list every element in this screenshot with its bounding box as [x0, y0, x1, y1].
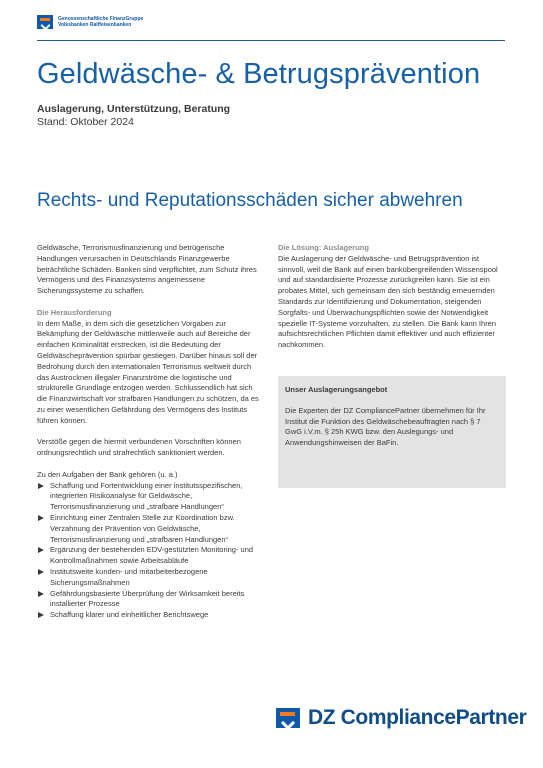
section-title: Rechts- und Reputationsschäden sicher abwehren: [37, 190, 463, 211]
bullet-triangle-icon: [38, 515, 44, 521]
page-title: Geldwäsche- & Betrugsprävention: [37, 58, 481, 90]
solution-heading: Die Lösung: Auslagerung: [278, 243, 369, 252]
list-item: Ergänzung der bestehenden EDV-gestützten Monitoring- und Kontrollmaßnahmen sowie Arbeitsabläufe: [37, 545, 263, 567]
bullet-triangle-icon: [38, 612, 44, 618]
org-name-line2: Volksbanken Raiffeisenbanken: [58, 22, 132, 28]
intro-paragraph: Geldwäsche, Terrorismusfinanzierung und betrügerische Handlungen verursachen in Deutschlands Finanzgewerbe beträchtliche Schäden. Banken sind verpflichtet, zum Schutz ihres Vermögens und des Finanzsystems angemessene Sicherungssysteme zu schaffen.: [37, 243, 257, 296]
date-stand: Stand: Oktober 2024: [37, 116, 134, 128]
bullet-triangle-icon: [38, 569, 44, 575]
list-item: Gefährdungsbasierte Überprüfung der Wirksamkeit bereits installierter Prozesse: [37, 589, 263, 611]
org-name-line1: Genossenschaftliche FinanzGruppe: [58, 16, 144, 22]
violations-paragraph: Verstöße gegen die hiermit verbundenen Vorschriften können ordnungsrechtlich und strafrechtlich sanktioniert werden.: [37, 437, 241, 458]
list-item: Einrichtung einer Zentralen Stelle zur Koordination bzw. Verzahnung der Prävention von Geldwäsche, Terrorismusfinanzierung und „strafbaren Handlungen“: [37, 513, 263, 545]
footer-logo: [276, 706, 526, 730]
right-column: [278, 243, 506, 351]
list-item: Schaffung und Fortentwicklung einer institutsspezifischen, integrierten Risikoanalyse für Geldwäsche, Terrorismusfinanzierung und „strafbare Handlungen“: [37, 481, 263, 513]
offer-box: [278, 376, 506, 488]
header-logo: [37, 15, 143, 29]
challenge-paragraph: In dem Maße, in dem sich die gesetzlichen Vorgaben zur Bekämpfung der Geldwäsche mittlerweile auch auf Bereiche der einfachen Kriminalität erstrecken, ist die Bedeutung der Geldwäscheprävention spürbar gestiegen. Darüber hinaus soll der Bedrohung durch den internationalen Terrorismus weltweit durch das Austrocknen illegaler Finanzströme die logistische und strukturelle Grundlage entzogen werden. Schlussendlich hat sich die Finanzwirtschaft vor strafbaren Handlungen zu schützen, da es zu einer wesentlichen Gefährdung des Vermögens des Instituts führen können.: [37, 318, 259, 425]
challenge-heading: Die Herausforderung: [37, 307, 112, 317]
offer-box-text: Die Experten der DZ CompliancePartner übernehmen für Ihr Institut die Funktion des Geldwäschebeauftragten nach § 7 GwG i.V.m. § 25h KWG bzw. den Auslegungs- und Anwendungshinweisen der BaFin.: [285, 405, 486, 448]
tasks-list: [37, 481, 263, 621]
left-column: [37, 243, 263, 621]
page-subtitle: Auslagerung, Unterstützung, Beratung: [37, 103, 231, 115]
bullet-triangle-icon: [38, 483, 44, 489]
bullet-triangle-icon: [38, 547, 44, 553]
solution-paragraph: Die Auslagerung der Geldwäsche- und Betrugsprävention ist sinnvoll, weil die Bank auf einen bankübergreifenden Wissenspool und auf standardisierte Prozesse zurückgreifen kann. Sie ist ein probates Mittel, sich gemeinsam den sich beständig erneuernden Standards zur Identifizierung und Dokumentation, steigenden Sorgfalts- und Überwachungspflichten sowie der Notwendigkeit spezielle IT-Systeme vorzuhalten, zu stellen. Die Bank kann Ihren aufsichtsrechtlichen Pflichten damit effektiver und auch effizienter nachkommen.: [278, 253, 498, 350]
header-divider: [37, 40, 505, 41]
list-item: Schaffung klarer und einheitlicher Berichtswege: [37, 610, 263, 621]
dz-logo-icon: [276, 708, 300, 728]
bullet-triangle-icon: [38, 591, 44, 597]
org-name: [58, 16, 143, 28]
volksbank-logo-icon: [37, 15, 53, 29]
list-item: Institutsweite kunden- und mitarbeiterbezogene Sicherungsmaßnahmen: [37, 567, 263, 589]
footer-brand: DZ CompliancePartner: [308, 706, 527, 729]
tasks-intro: Zu den Aufgaben der Bank gehören (u. a.): [37, 469, 178, 479]
offer-box-title: Unser Auslagerungsangebot: [285, 385, 388, 394]
